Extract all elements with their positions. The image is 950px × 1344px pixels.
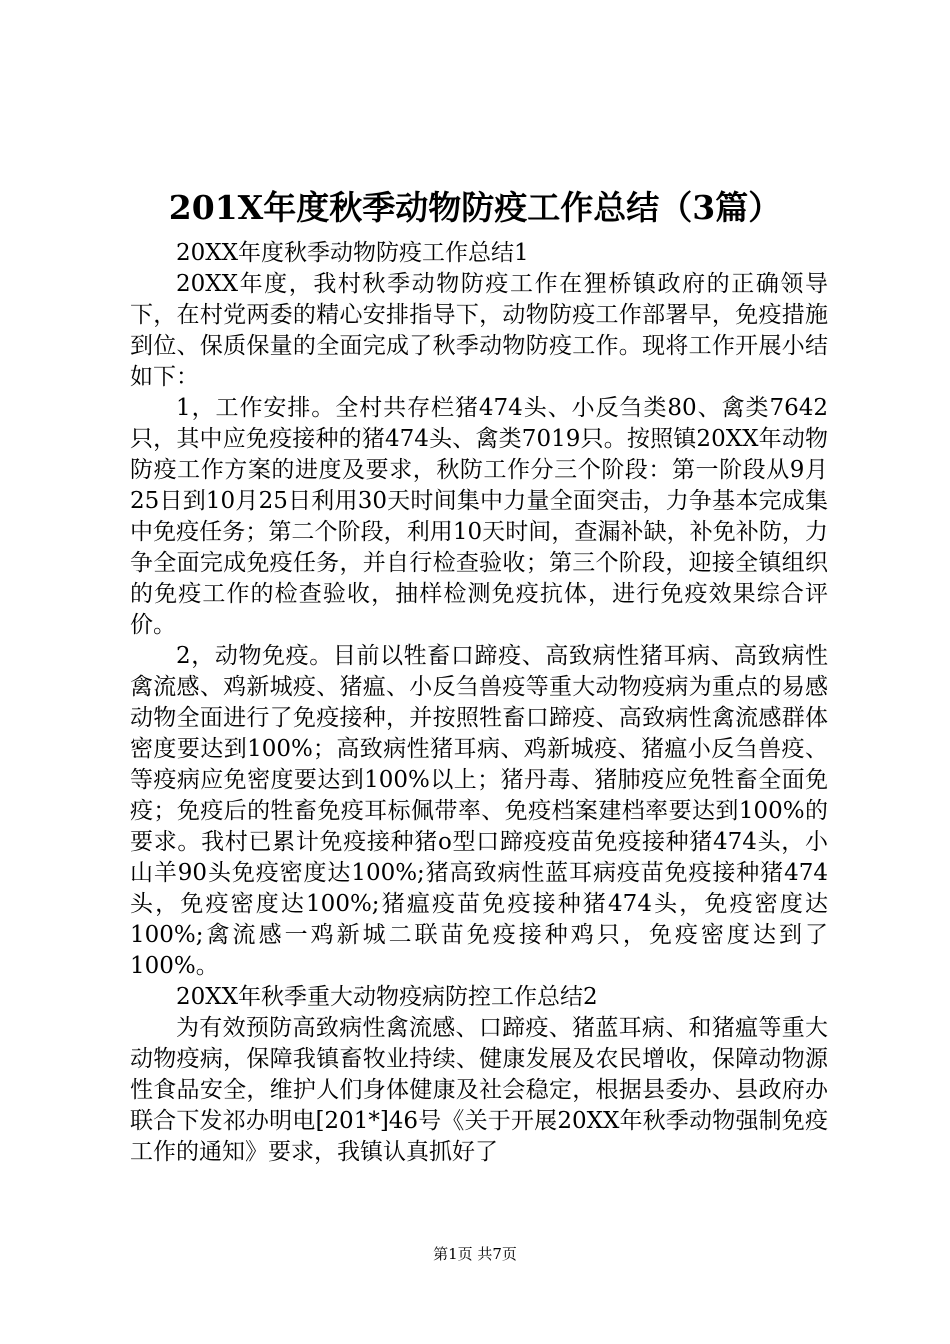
document-title: 201X年度秋季动物防疫工作总结（3篇） <box>168 188 782 227</box>
section-heading-1: 20XX年度秋季动物防疫工作总结1 <box>176 240 529 266</box>
page-number: 第1页 共7页 <box>433 1245 517 1263</box>
paragraph-work-arrangement: 1，工作安排。全村共存栏猪474头、小反刍类80、禽类7642只，其中应免疫接种的猪474头、禽类7019只。按照镇20XX年动物防疫工作方案的进度及要求，秋防工作分三个阶段：第一阶段从9月25日到10月25日利用30天时间集中力量全面突击，力争基本完成集中免疫任务；第二个阶段，利用10天时间，查漏补缺，补免补防，力争全面完成免疫任务，并自行检查验收；第三个阶段，迎接全镇组织的免疫工作的检查验收，抽样检测免疫抗体，进行免疫效果综合评价。 <box>130 395 828 638</box>
paragraph-animal-immunization: 2，动物免疫。目前以牲畜口蹄疫、高致病性猪耳病、高致病性禽流感、鸡新城疫、猪瘟、小反刍兽疫等重大动物疫病为重点的易感动物全面进行了免疫接种，并按照牲畜口蹄疫、高致病性禽流感群体密度要达到100%；高致病性猪耳病、鸡新城疫、猪瘟小反刍兽疫、等疫病应免密度要达到100%以上；猪丹毒、猪肺疫应免牲畜全面免疫；免疫后的牲畜免疫耳标佩带率、免疫档案建档率要达到100%的要求。我村已累计免疫接种猪o型口蹄疫疫苗免疫接种猪474头，小山羊90头免疫密度达100%;猪高致病性蓝耳病疫苗免疫接种猪474头，免疫密度达100%;猪瘟疫苗免疫接种猪474头，免疫密度达100%;禽流感一鸡新城二联苗免疫接种鸡只，免疫密度达到了100%。 <box>130 643 828 979</box>
document-body <box>130 238 828 1168</box>
paragraph-intro: 20XX年度，我村秋季动物防疫工作在狸桥镇政府的正确领导下，在村党两委的精心安排指导下，动物防疫工作部署早，免疫措施到位、保质保量的全面完成了秋季动物防疫工作。现将工作开展小结如下： <box>130 271 828 390</box>
paragraph-prevention: 为有效预防高致病性禽流感、口蹄疫、猪蓝耳病、和猪瘟等重大动物疫病，保障我镇畜牧业持续、健康发展及农民增收，保障动物源性食品安全，维护人们身体健康及社会稳定，根据县委办、县政府办联合下发祁办明电[201*]46号《关于开展20XX年秋季动物强制免疫工作的通知》要求，我镇认真抓好了 <box>130 1015 828 1165</box>
section-heading-2: 20XX年秋季重大动物疫病防控工作总结2 <box>176 984 598 1010</box>
